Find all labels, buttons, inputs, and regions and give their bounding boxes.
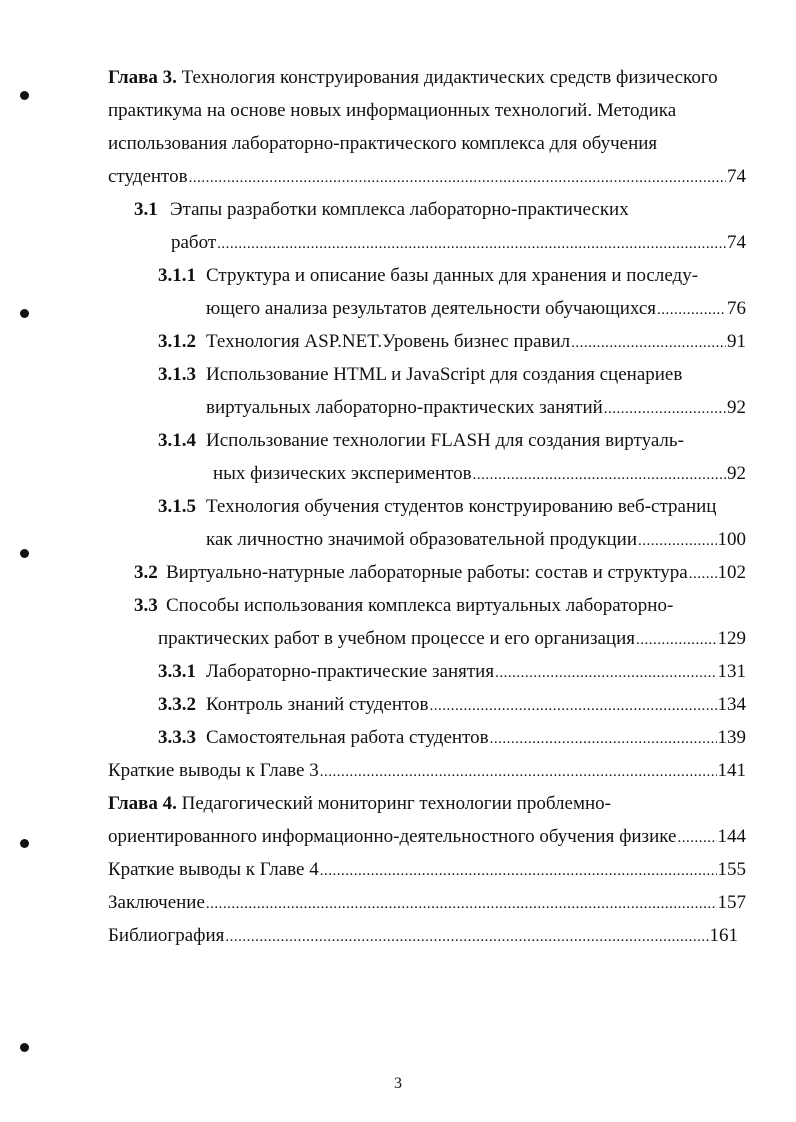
toc-section-3-1-5-title: 3.1.5 Технология обучения студентов конструированию веб-страниц — [158, 496, 717, 517]
binder-hole-mark — [20, 549, 29, 558]
dot-leader — [320, 859, 717, 883]
page-ref: 161 — [709, 925, 738, 946]
dot-leader — [490, 727, 717, 751]
page-ref: 155 — [717, 859, 746, 880]
dot-leader — [473, 463, 726, 487]
page-ref: 157 — [717, 892, 746, 913]
binder-hole-mark — [20, 1043, 29, 1052]
dot-leader — [495, 661, 716, 685]
dot-leader — [689, 562, 717, 586]
page-ref: 74 — [727, 232, 746, 253]
dot-leader — [657, 298, 726, 322]
dot-leader — [604, 397, 726, 421]
page-ref: 76 — [727, 298, 746, 319]
dot-leader — [677, 826, 716, 850]
page-ref: 100 — [717, 529, 746, 550]
toc-entry-section-3-3-2[interactable]: 3.3.2 Контроль знаний студентов ..... 134 — [158, 693, 746, 718]
toc-entry-summary-chapter-3[interactable]: Краткие выводы к Главе 3 ..... 141 — [108, 759, 746, 784]
toc-entry-section-3-3-1[interactable]: 3.3.1 Лабораторно-практические занятия ..... 131 — [158, 660, 746, 685]
toc-entry-section-3-2[interactable]: 3.2 Виртуально-натурные лабораторные работы: состав и структура ..... 102 — [134, 561, 746, 586]
page-ref: 102 — [717, 562, 746, 583]
toc-entry-chapter-4[interactable]: ориентированного информационно-деятельностного обучения физике ..... 144 — [108, 825, 746, 850]
toc-entry-bibliography[interactable]: Библиография ..... 161 — [108, 924, 738, 949]
page-ref: 74 — [727, 166, 746, 187]
toc-entry-summary-chapter-4[interactable]: Краткие выводы к Главе 4 ..... 155 — [108, 858, 746, 883]
toc-chapter-3-title-line: использования лабораторно-практического комплекса для обучения — [108, 133, 658, 154]
page-ref: 91 — [727, 331, 746, 352]
toc-entry-conclusion[interactable]: Заключение ..... 157 — [108, 891, 746, 916]
page-ref: 129 — [717, 628, 746, 649]
dot-leader — [638, 529, 716, 553]
dot-leader — [571, 331, 726, 355]
toc-section-3-1-4-title: 3.1.4 Использование технологии FLASH для создания виртуаль- — [158, 430, 684, 451]
binder-hole-mark — [20, 309, 29, 318]
page-number: 3 — [394, 1075, 402, 1092]
binder-hole-mark — [20, 839, 29, 848]
toc-entry-section-3-3[interactable]: практических работ в учебном процессе и его организация ..... 129 — [158, 627, 746, 652]
page-ref: 92 — [727, 397, 746, 418]
dot-leader — [430, 694, 717, 718]
toc-entry-section-3-1-4[interactable]: ных физических экспериментов ..... 92 — [213, 462, 746, 487]
dot-leader — [206, 892, 717, 916]
dot-leader — [189, 166, 726, 190]
page-ref: 134 — [717, 694, 746, 715]
page-ref: 139 — [717, 727, 746, 748]
page-ref: 141 — [717, 760, 746, 781]
dot-leader — [320, 760, 717, 784]
dot-leader — [636, 628, 717, 652]
toc-entry-chapter-3[interactable]: студентов ..... 74 — [108, 165, 746, 190]
toc-entry-section-3-1[interactable]: работ ..... 74 — [171, 231, 746, 256]
chapter-label: Глава 4. — [108, 793, 177, 814]
toc-entry-section-3-3-3[interactable]: 3.3.3 Самостоятельная работа студентов ..... 139 — [158, 726, 746, 751]
chapter-label: Глава 3. — [108, 67, 177, 88]
dot-leader — [217, 232, 726, 256]
page-ref: 131 — [717, 661, 746, 682]
toc-section-3-1-title: 3.1 Этапы разработки комплекса лабораторно-практических — [134, 199, 629, 220]
toc-entry-section-3-1-3[interactable]: виртуальных лабораторно-практических занятий ..... 92 — [206, 396, 746, 421]
page-ref: 92 — [727, 463, 746, 484]
toc-entry-section-3-1-1[interactable]: ющего анализа результатов деятельности обучающихся ..... 76 — [206, 297, 746, 322]
toc-chapter-3-title: Глава 3. Технология конструирования дидактических средств физического — [108, 67, 718, 88]
dot-leader — [225, 925, 708, 949]
toc-chapter-3-title-line: практикума на основе новых информационных технологий. Методика — [108, 100, 677, 121]
page-ref: 144 — [717, 826, 746, 847]
toc-section-3-3-title: 3.3 Способы использования комплекса виртуальных лабораторно- — [134, 595, 674, 616]
toc-section-3-1-3-title: 3.1.3 Использование HTML и JavaScript для создания сценариев — [158, 364, 683, 385]
toc-entry-section-3-1-2[interactable]: 3.1.2 Технология ASP.NET.Уровень бизнес правил ..... 91 — [158, 330, 746, 355]
toc-section-3-1-1-title: 3.1.1 Структура и описание базы данных для хранения и последу- — [158, 265, 699, 286]
binder-hole-mark — [20, 91, 29, 100]
toc-chapter-4-title: Глава 4. Педагогический мониторинг технологии проблемно- — [108, 793, 611, 814]
toc-entry-section-3-1-5[interactable]: как личностно значимой образовательной продукции ..... 100 — [206, 528, 746, 553]
